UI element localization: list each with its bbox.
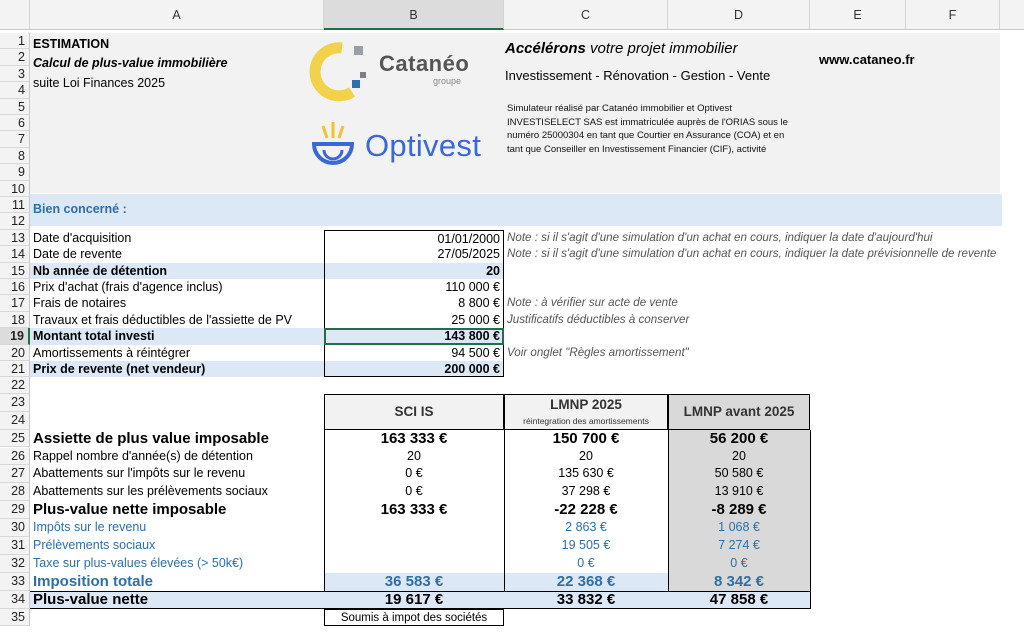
disclaimer-line: tant que Conseiller en Investissement Financier (CIF), activité bbox=[507, 143, 767, 155]
row-header-21[interactable]: 21 bbox=[0, 361, 30, 377]
cataneo-logo-icon bbox=[308, 40, 373, 102]
row-header-13[interactable]: 13 bbox=[0, 230, 30, 246]
row-header-29[interactable]: 29 bbox=[0, 501, 30, 519]
row-header-8[interactable]: 8 bbox=[0, 148, 30, 164]
input-label: Nb année de détention bbox=[30, 263, 324, 279]
header-lmnp-avant: LMNP avant 2025 bbox=[683, 403, 795, 419]
column-header-b[interactable]: B bbox=[324, 0, 504, 30]
sci-footnote: Soumis à impot des sociétés bbox=[324, 609, 504, 627]
input-note: Justificatifs déductibles à conserver bbox=[507, 312, 690, 326]
result-avant-value: 50 580 € bbox=[714, 466, 764, 481]
result-lmnp-value: 0 € bbox=[577, 555, 595, 570]
input-value[interactable]: 01/01/2000 bbox=[324, 230, 504, 246]
row-header-5[interactable]: 5 bbox=[0, 99, 30, 115]
input-label: Date d'acquisition bbox=[33, 230, 132, 245]
result-label: Taxe sur plus-values élevées (> 50k€) bbox=[33, 555, 244, 570]
result-label: Prélèvements sociaux bbox=[33, 538, 156, 552]
row-header-27[interactable]: 27 bbox=[0, 465, 30, 483]
column-header-c[interactable]: C bbox=[504, 0, 668, 30]
result-avant-value: -8 289 € bbox=[711, 501, 767, 519]
result-sci-value: 0 € bbox=[405, 466, 423, 481]
input-value[interactable]: 94 500 € bbox=[324, 345, 504, 361]
result-avant-value: 20 bbox=[732, 448, 746, 463]
result-label: Imposition totale bbox=[33, 572, 153, 590]
row-header-3[interactable]: 3 bbox=[0, 66, 30, 82]
column-header-g[interactable] bbox=[1000, 0, 1024, 30]
row-header-9[interactable]: 9 bbox=[0, 164, 30, 180]
input-value[interactable]: 110 000 € bbox=[324, 279, 504, 295]
result-avant-value: 7 274 € bbox=[718, 538, 760, 552]
result-sci-value: 163 333 € bbox=[380, 429, 448, 447]
header-sci: SCI IS bbox=[394, 403, 434, 419]
row-header-1[interactable]: 1 bbox=[0, 33, 30, 49]
row-header-25[interactable]: 25 bbox=[0, 430, 30, 448]
disclaimer-line: Simulateur réalisé par Catanéo immobilier et Optivest bbox=[507, 103, 732, 114]
result-label: Plus-value nette imposable bbox=[33, 501, 227, 519]
input-value[interactable]: 200 000 € bbox=[324, 361, 504, 377]
tagline-bold: Accélérons bbox=[505, 40, 586, 57]
section-band bbox=[30, 194, 1002, 226]
result-lmnp-value: 135 630 € bbox=[558, 466, 614, 481]
website-link[interactable]: www.cataneo.fr bbox=[819, 52, 915, 67]
result-avant-value: 1 068 € bbox=[718, 520, 760, 535]
column-header-a[interactable]: A bbox=[30, 0, 324, 30]
input-label: Date de revente bbox=[33, 247, 122, 262]
row-header-10[interactable]: 10 bbox=[0, 181, 30, 197]
services-line: Investissement - Rénovation - Gestion - Vente bbox=[505, 68, 771, 83]
subtitle-loi-finances: suite Loi Finances 2025 bbox=[33, 76, 166, 90]
result-sci-value bbox=[324, 555, 504, 573]
input-label: Travaux et frais déductibles de l'assiette de PV bbox=[33, 312, 293, 327]
result-label: Plus-value nette bbox=[33, 590, 149, 608]
header-lmnp: LMNP 2025 bbox=[550, 396, 622, 412]
disclaimer-line: numéro 25000304 en tant que Courtier en Assurance (COA) et en bbox=[507, 130, 785, 141]
row-header-32[interactable]: 32 bbox=[0, 555, 30, 573]
result-lmnp-value: 150 700 € bbox=[552, 429, 620, 447]
tagline bbox=[502, 40, 741, 57]
column-header-d[interactable]: D bbox=[668, 0, 810, 30]
input-label: Amortissements à réintégrer bbox=[33, 345, 191, 360]
subtitle-calcul: Calcul de plus-value immobilière bbox=[33, 56, 228, 70]
optivest-logo-icon bbox=[310, 118, 356, 170]
result-lmnp-value: 2 863 € bbox=[565, 520, 607, 535]
row-header-20[interactable]: 20 bbox=[0, 345, 30, 361]
result-avant-value: 56 200 € bbox=[709, 429, 769, 447]
input-value[interactable]: 8 800 € bbox=[324, 295, 504, 311]
result-sci-value bbox=[324, 537, 504, 555]
disclaimer-line: INVESTISELECT SAS est immatriculée auprès de l'ORIAS sous le bbox=[507, 116, 788, 128]
row-header-19[interactable]: 19 bbox=[0, 328, 30, 344]
input-note: Note : à vérifier sur acte de vente bbox=[507, 296, 678, 310]
result-lmnp-value: 22 368 € bbox=[556, 572, 616, 590]
result-lmnp-value: 19 505 € bbox=[561, 538, 611, 552]
row-header-22[interactable]: 22 bbox=[0, 377, 30, 393]
input-note: Note : si il s'agit d'une simulation d'un achat en cours, indiquer la date d'aujourd'hui bbox=[507, 230, 933, 244]
header-lmnp-sub: réintegration des amortissements bbox=[523, 415, 649, 426]
result-avant-value: 0 € bbox=[730, 555, 748, 570]
input-note: Note : si il s'agit d'une simulation d'un achat en cours, indiquer la date prévisionnelle de revente bbox=[507, 247, 997, 261]
column-header-f[interactable]: F bbox=[906, 0, 1000, 30]
row-header-31[interactable]: 31 bbox=[0, 537, 30, 555]
tagline-rest: votre projet immobilier bbox=[585, 40, 738, 57]
row-header-2[interactable]: 2 bbox=[0, 49, 30, 65]
row-header-34[interactable]: 34 bbox=[0, 591, 30, 609]
corner-select-all[interactable] bbox=[0, 0, 30, 30]
row-header-15[interactable]: 15 bbox=[0, 263, 30, 279]
result-sci-value: 19 617 € bbox=[384, 590, 444, 608]
row-header-14[interactable]: 14 bbox=[0, 246, 30, 262]
section-bien-concerne: Bien concerné : bbox=[33, 202, 127, 216]
input-label: Prix d'achat (frais d'agence inclus) bbox=[33, 280, 223, 294]
row-header-6[interactable]: 6 bbox=[0, 115, 30, 131]
disclaimer bbox=[504, 102, 791, 156]
result-lmnp-value: 37 298 € bbox=[561, 484, 611, 499]
table-vertical-border bbox=[810, 430, 811, 609]
result-label: Rappel nombre d'année(s) de détention bbox=[33, 448, 253, 463]
input-label: Frais de notaires bbox=[33, 296, 127, 311]
result-label: Abattements sur les prélèvements sociaux bbox=[33, 484, 268, 499]
row-header-7[interactable]: 7 bbox=[0, 131, 30, 147]
result-sci-value bbox=[324, 519, 504, 537]
result-sci-value: 20 bbox=[407, 448, 421, 463]
result-lmnp-value: 33 832 € bbox=[556, 590, 616, 608]
row-header-24[interactable]: 24 bbox=[0, 412, 30, 430]
input-value[interactable]: 25 000 € bbox=[324, 312, 504, 328]
result-sci-value: 163 333 € bbox=[380, 501, 448, 519]
result-lmnp-value: 20 bbox=[579, 448, 593, 463]
input-label: Prix de revente (net vendeur) bbox=[30, 361, 324, 377]
result-sci-value: 36 583 € bbox=[384, 572, 444, 590]
row-header-30[interactable]: 30 bbox=[0, 519, 30, 537]
title-estimation: ESTIMATION bbox=[33, 37, 110, 51]
input-value[interactable]: 27/05/2025 bbox=[324, 246, 504, 262]
result-avant-value: 8 342 € bbox=[713, 572, 765, 590]
input-note: Voir onglet "Règles amortissement" bbox=[507, 345, 689, 359]
result-lmnp-value: -22 228 € bbox=[554, 501, 618, 519]
row-header-28[interactable]: 28 bbox=[0, 483, 30, 501]
row-header-33[interactable]: 33 bbox=[0, 573, 30, 591]
column-header-e[interactable]: E bbox=[810, 0, 906, 30]
row-header-12[interactable]: 12 bbox=[0, 213, 30, 229]
cataneo-brand: Catanéo bbox=[379, 51, 470, 76]
result-label: Assiette de plus value imposable bbox=[33, 429, 269, 447]
cataneo-groupe: groupe bbox=[433, 76, 462, 86]
row-header-23[interactable]: 23 bbox=[0, 394, 30, 412]
row-header-17[interactable]: 17 bbox=[0, 295, 30, 311]
row-header-26[interactable]: 26 bbox=[0, 448, 30, 466]
row-header-11[interactable]: 11 bbox=[0, 197, 30, 213]
result-avant-value: 47 858 € bbox=[709, 590, 769, 608]
result-sci-value: 0 € bbox=[405, 484, 423, 499]
result-avant-value: 13 910 € bbox=[714, 484, 764, 499]
result-label: Abattements sur l'impôts sur le revenu bbox=[33, 466, 246, 481]
input-value[interactable]: 143 800 € bbox=[324, 328, 504, 344]
row-header-4[interactable]: 4 bbox=[0, 82, 30, 98]
row-header-16[interactable]: 16 bbox=[0, 279, 30, 295]
row-header-18[interactable]: 18 bbox=[0, 312, 30, 328]
optivest-brand: Optivest bbox=[365, 128, 482, 163]
result-label: Impôts sur le revenu bbox=[33, 520, 147, 535]
row-header-35[interactable]: 35 bbox=[0, 609, 30, 627]
input-value[interactable]: 20 bbox=[324, 263, 504, 279]
input-label: Montant total investi bbox=[30, 328, 324, 344]
